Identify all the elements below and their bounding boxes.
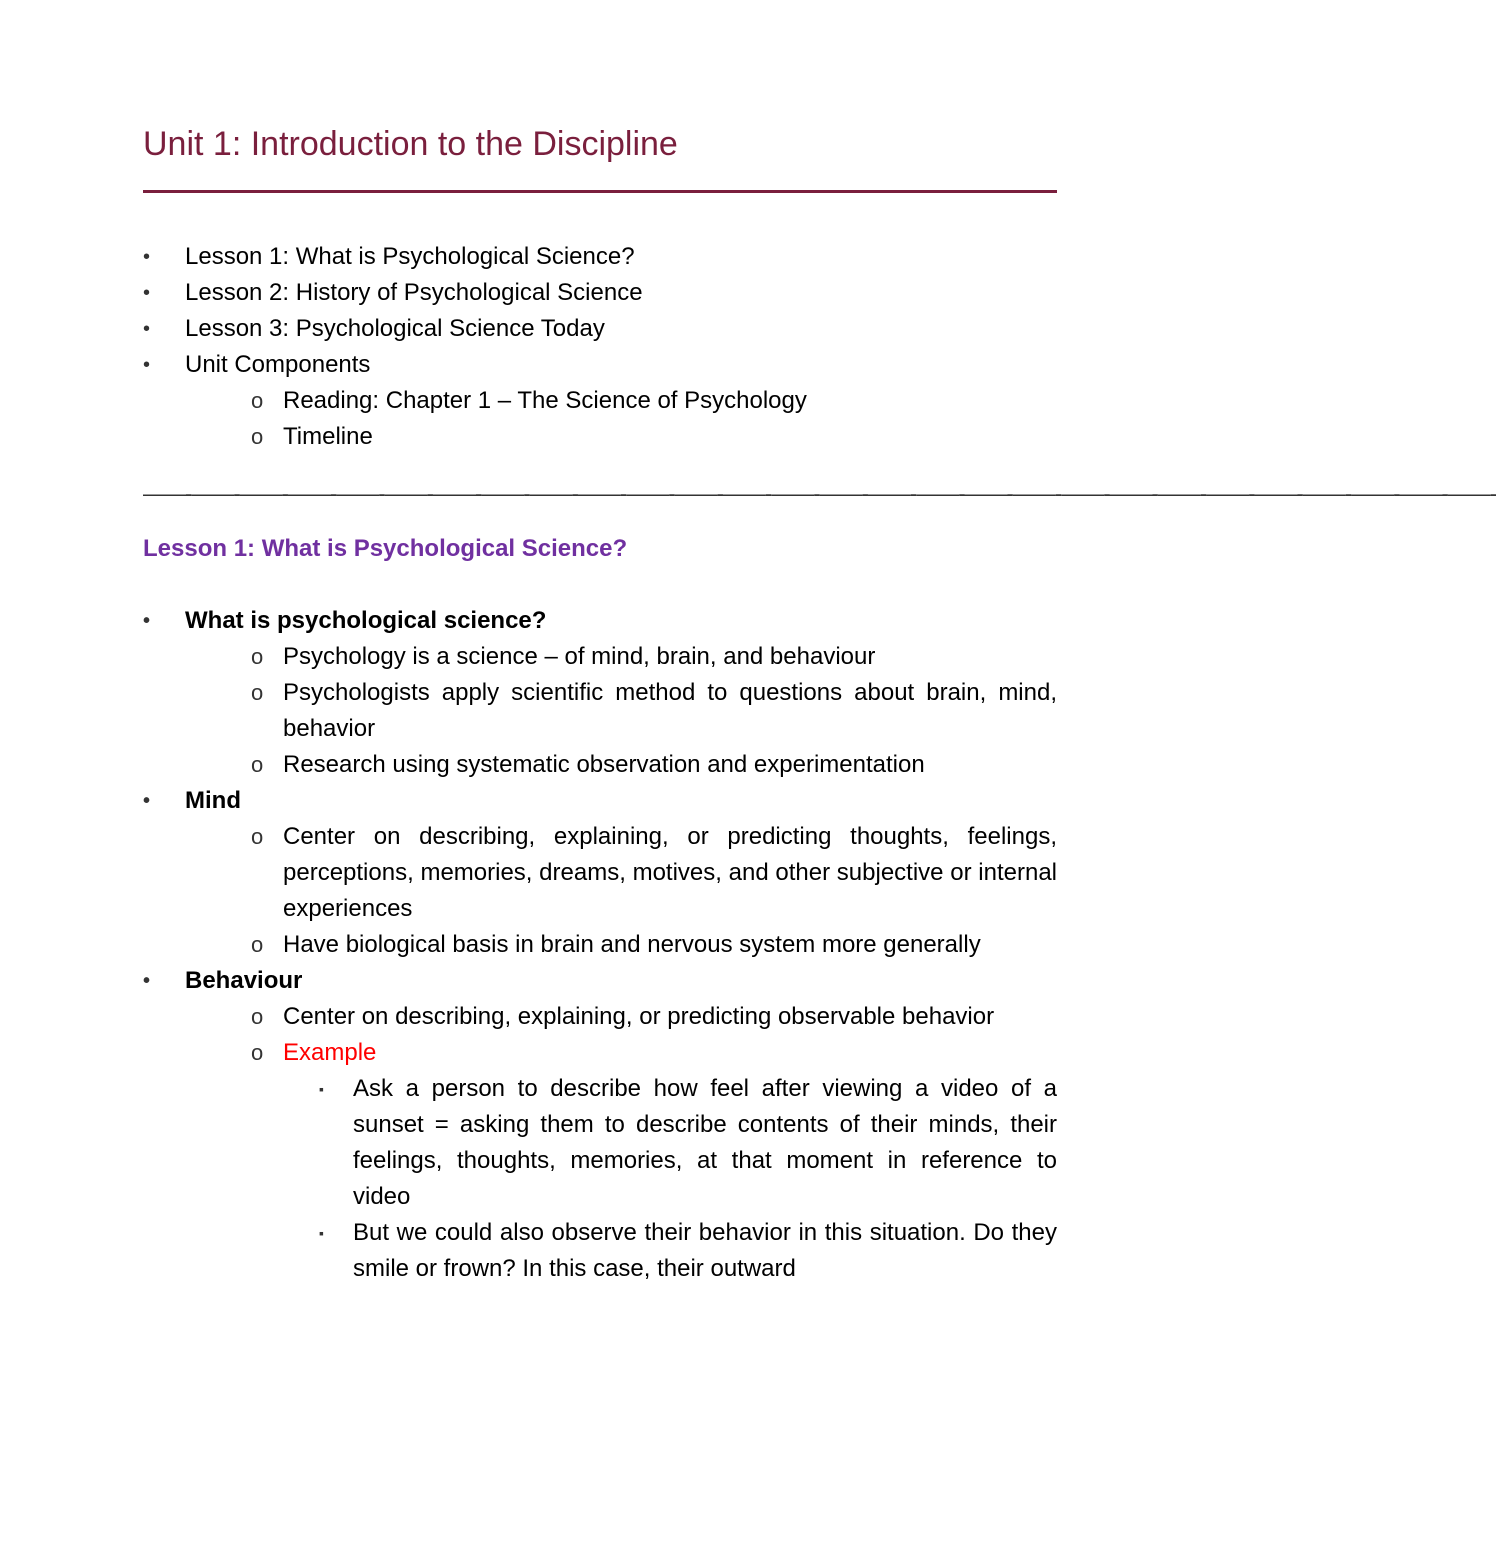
circle-bullet-icon: o [251, 424, 264, 449]
bullet-icon: • [143, 790, 151, 812]
bullet-icon: • [143, 318, 151, 340]
bullet-icon: • [143, 610, 151, 632]
square-bullet-icon: ▪ [319, 1225, 324, 1241]
bullet-icon: • [143, 282, 151, 304]
toc-item: • Lesson 3: Psychological Science Today [143, 311, 1057, 347]
circle-bullet-icon: o [251, 644, 264, 669]
component-item: o Timeline [143, 419, 1057, 455]
toc-item: • Unit Components [143, 347, 1057, 383]
example-point: ▪ Ask a person to describe how feel after viewing a video of a sunset = asking them to describe contents of their minds, their feelings, thoughts, memories, at that moment in reference to video [143, 1071, 1057, 1215]
circle-bullet-icon: o [251, 824, 264, 849]
note-point [143, 1035, 1057, 1071]
circle-bullet-icon: o [251, 388, 264, 413]
bullet-icon: • [143, 354, 151, 376]
example-point: ▪ But we could also observe their behavior in this situation. Do they smile or frown? In this case, their outward [143, 1215, 1057, 1287]
circle-bullet-icon: o [251, 680, 264, 705]
title-rule [143, 190, 1057, 193]
note-point: o Have biological basis in brain and nervous system more generally [143, 927, 1057, 963]
note-point: o Psychologists apply scientific method to questions about brain, mind, behavior [143, 675, 1057, 747]
lesson-notes [143, 603, 1057, 1287]
component-item: o Reading: Chapter 1 – The Science of Psychology [143, 383, 1057, 419]
unit-title: Unit 1: Introduction to the Discipline [143, 125, 678, 163]
example-label: Example [283, 1039, 377, 1066]
circle-bullet-icon: o [251, 1040, 264, 1065]
note-point: o Psychology is a science – of mind, brain, and behaviour [143, 639, 1057, 675]
note-heading: • Mind [143, 783, 1057, 819]
toc-item: • Lesson 1: What is Psychological Science? [143, 239, 1057, 275]
toc-item: • Lesson 2: History of Psychological Science [143, 275, 1057, 311]
note-point: o Research using systematic observation and experimentation [143, 747, 1057, 783]
note-heading: • What is psychological science? [143, 603, 1057, 639]
circle-bullet-icon: o [251, 752, 264, 777]
bullet-icon: • [143, 970, 151, 992]
note-point: o Center on describing, explaining, or predicting observable behavior [143, 999, 1057, 1035]
note-heading: • Behaviour [143, 963, 1057, 999]
toc-list [143, 239, 1057, 455]
circle-bullet-icon: o [251, 1004, 264, 1029]
square-bullet-icon: ▪ [319, 1081, 324, 1097]
note-point: o Center on describing, explaining, or predicting thoughts, feelings, perceptions, memories, dreams, motives, and other subjective or internal experiences [143, 819, 1057, 927]
section-divider: ——-——-——-——-——-——-——-——-——-——-——-——-——-——-——-——-——-——-——-——-——-——-——-——-——-——-——-——- [143, 481, 1496, 506]
bullet-icon: • [143, 246, 151, 268]
lesson-heading: Lesson 1: What is Psychological Science? [143, 535, 628, 562]
circle-bullet-icon: o [251, 932, 264, 957]
